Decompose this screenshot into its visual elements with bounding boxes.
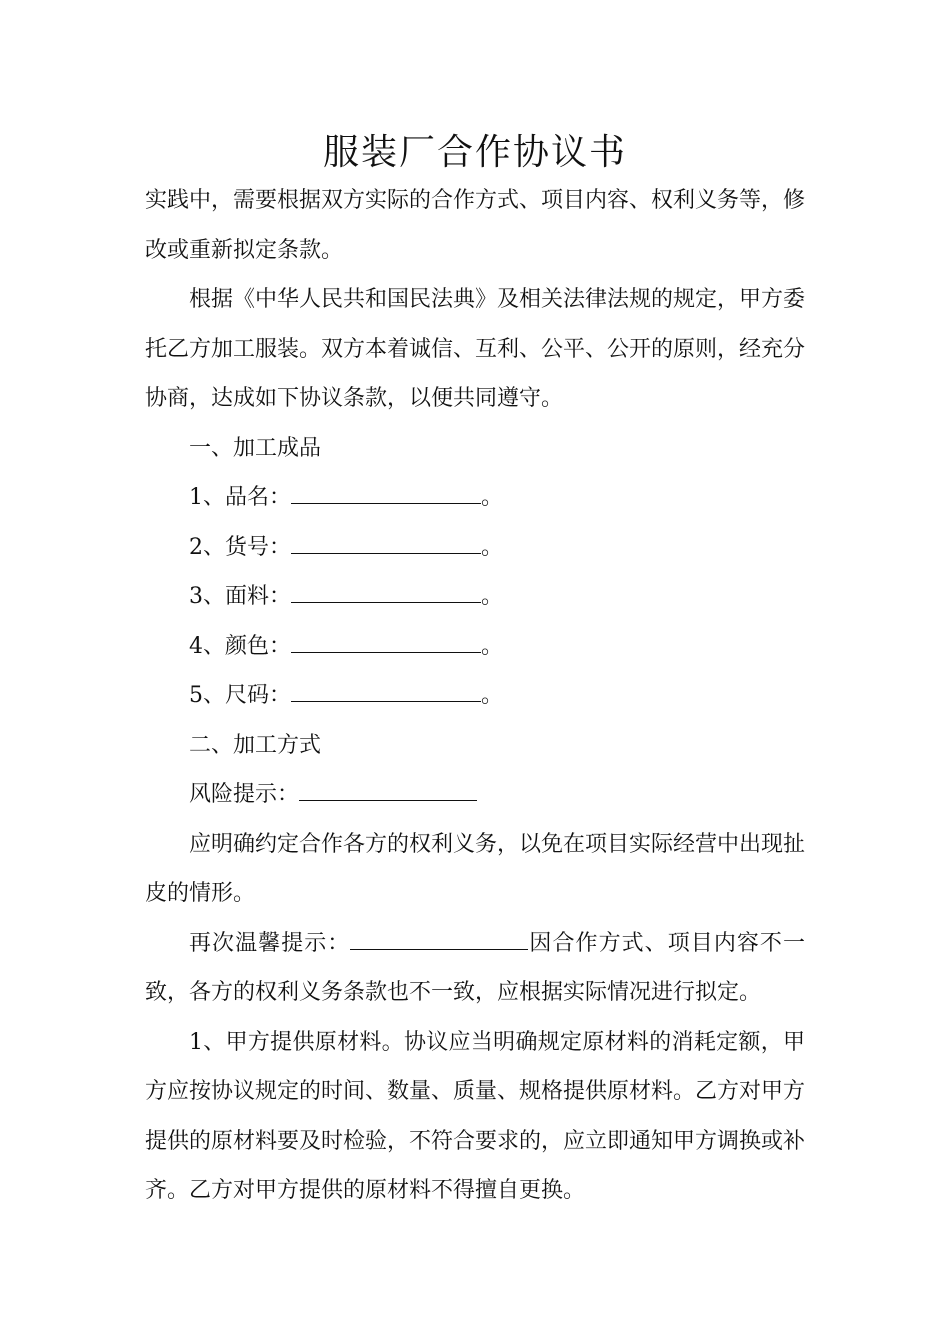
- risk-label: 风险提示：: [189, 782, 300, 807]
- fill-blank[interactable]: [291, 582, 481, 603]
- field-row-name: [145, 473, 805, 523]
- preamble-paragraph: 根据《中华人民共和国民法典》及相关法律法规的规定，甲方委托乙方加工服装。双方本着诚信、互利、公平、公开的原则，经充分协商，达成如下协议条款，以便共同遵守。: [145, 287, 806, 411]
- risk-row: [145, 770, 805, 820]
- field-label: 3、面料：: [189, 584, 291, 609]
- field-suffix: 。: [481, 683, 504, 708]
- section-heading-method: 二、加工方式: [189, 732, 322, 758]
- field-row-fabric: [145, 572, 805, 622]
- field-suffix: 。: [481, 485, 504, 510]
- field-suffix: 。: [481, 534, 504, 560]
- document-title: 服装厂合作协议书: [322, 132, 627, 173]
- reminder-label: 再次温馨提示：: [189, 930, 351, 956]
- reminder-text: 因合作方式、项目内容不一致，各方的权利义务条款也不一致，应根据实际情况进行拟定。: [145, 930, 805, 1005]
- field-label: 1、品名：: [189, 485, 291, 510]
- clause-1-paragraph: 1、甲方提供原材料。协议应当明确规定原材料的消耗定额，甲方应按协议规定的时间、数量、质量、规格提供原材料。乙方对甲方提供的原材料要及时检验，不符合要求的，应立即通知甲方调换或补齐。乙方对甲方提供的原材料不得擅自更换。: [145, 1029, 806, 1203]
- fill-blank[interactable]: [291, 533, 481, 554]
- reminder-paragraph: [145, 919, 805, 1018]
- field-label: 2、货号：: [189, 534, 291, 560]
- field-label: 4、颜色：: [189, 633, 291, 659]
- reminder-blank[interactable]: [350, 929, 528, 950]
- risk-paragraph: 应明确约定合作各方的权利义务，以免在项目实际经营中出现扯皮的情形。: [145, 831, 806, 906]
- field-suffix: 。: [481, 584, 504, 609]
- risk-blank[interactable]: [299, 780, 477, 801]
- field-label: 5、尺码：: [189, 683, 291, 708]
- field-row-item-number: [145, 523, 805, 573]
- fill-blank[interactable]: [291, 681, 481, 702]
- document-body: [145, 176, 805, 1216]
- section-heading-products: 一、加工成品: [189, 435, 322, 461]
- intro-paragraph: 实践中，需要根据双方实际的合作方式、项目内容、权利义务等，修改或重新拟定条款。: [145, 188, 806, 263]
- field-row-size: [145, 671, 805, 721]
- field-suffix: 。: [481, 633, 504, 659]
- fill-blank[interactable]: [291, 483, 481, 504]
- field-row-color: [145, 622, 805, 672]
- fill-blank[interactable]: [291, 632, 481, 653]
